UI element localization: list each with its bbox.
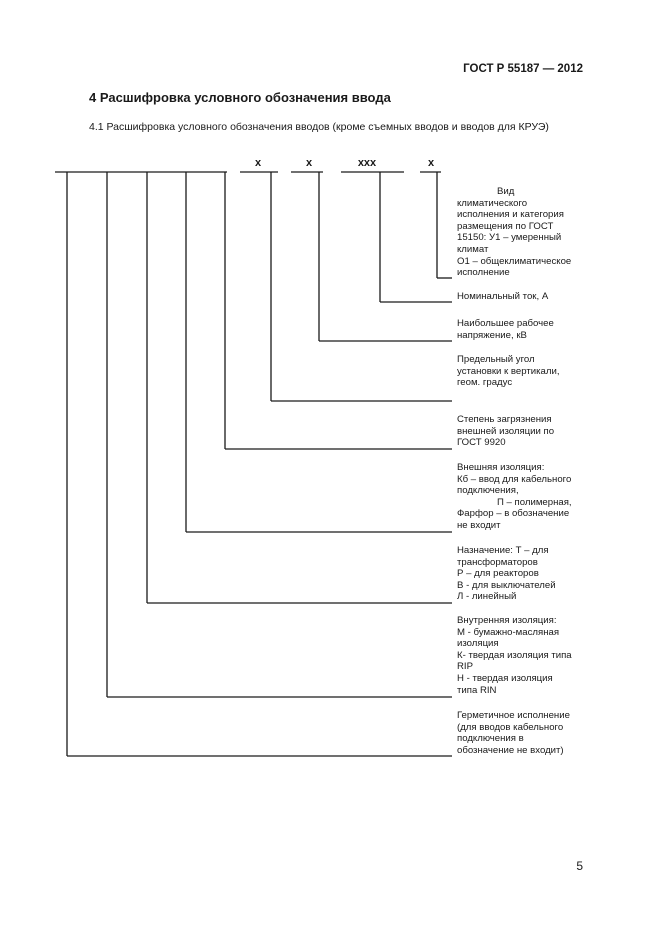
standard-number: ГОСТ Р 55187 — 2012	[463, 63, 583, 75]
desc-angle: Предельный угол установки к вертикали, геом. градус	[457, 354, 560, 389]
desc-hermetic: Герметичное исполнение (для вводов кабельного подключения в обозначение не входит)	[457, 710, 570, 756]
section-subtitle: 4.1 Расшифровка условного обозначения вводов (кроме съемных вводов и вводов для КРУЭ)	[89, 121, 549, 133]
desc-climate: Вид климатического исполнения и категория размещения по ГОСТ 15150: У1 – умеренный климат О1 – общеклиматическое исполнение	[457, 186, 572, 279]
designation-mark-angle: х	[254, 157, 262, 169]
desc-internal-insulation: Внутренняя изоляция: М - бумажно-масляная изоляция К- твердая изоляция типа RIP Н - твердая изоляция типа RIN	[457, 615, 572, 696]
desc-pollution: Степень загрязнения внешней изоляции по ГОСТ 9920	[457, 414, 555, 449]
desc-purpose: Назначение: Т – для трансформаторов Р – для реакторов В - для выключателей Л - линейный	[457, 545, 556, 603]
designation-mark-voltage: х	[305, 157, 313, 169]
desc-external-insulation: Внешняя изоляция: Кб – ввод для кабельного подключения, П – полимерная, Фарфор – в обозначение не входит	[457, 462, 572, 531]
desc-voltage: Наибольшее рабочее напряжение, кВ	[457, 318, 554, 341]
page-number: 5	[576, 859, 583, 873]
designation-mark-current: ххх	[357, 157, 377, 169]
desc-current: Номинальный ток, А	[457, 291, 549, 302]
designation-mark-climate: х	[427, 157, 435, 169]
section-title: 4 Расшифровка условного обозначения ввода	[89, 90, 391, 105]
